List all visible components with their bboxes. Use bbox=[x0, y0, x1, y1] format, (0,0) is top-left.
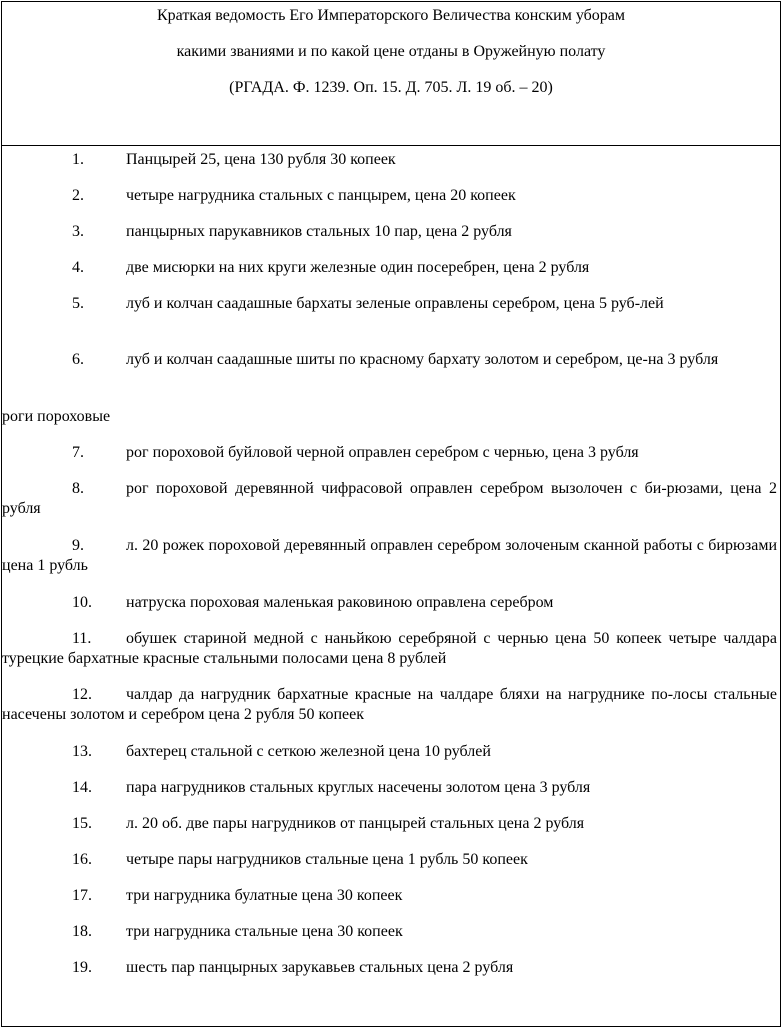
item-number: 15. bbox=[72, 815, 92, 832]
item-text: л. 20 об. две пары нагрудников от панцырей стальных цена 2 рубля bbox=[126, 815, 585, 832]
item-text: обушек стариной медной с наньйкою серебряной с чернью цена 50 копеек четыре чалдара турецкие бархатные красные стальными полосами цена 8 рублей bbox=[2, 630, 777, 667]
item-number: 16. bbox=[72, 851, 92, 868]
list-item bbox=[2, 479, 777, 519]
list-item bbox=[2, 350, 777, 370]
item-text: Панцырей 25, цена 130 рубля 30 копеек bbox=[126, 151, 396, 168]
section-heading-powder-horns bbox=[2, 407, 777, 427]
list-item bbox=[2, 850, 777, 870]
list-item bbox=[2, 778, 777, 798]
list-item bbox=[2, 593, 777, 613]
item-text: луб и колчан саадашные бархаты зеленые оправлены серебром, цена 5 руб-лей bbox=[126, 295, 664, 312]
item-text: панцырных парукавников стальных 10 пар, цена 2 рубля bbox=[126, 223, 512, 240]
header-archive-reference: (РГАДА. Ф. 1239. Оп. 15. Д. 705. Л. 19 об. – 20) bbox=[229, 79, 553, 96]
list-item bbox=[2, 629, 777, 669]
item-text: рог пороховой деревянной чифрасовой оправлен серебром вызолочен с би-рюзами, цена 2 рубля bbox=[2, 480, 777, 517]
item-number: 2. bbox=[72, 187, 84, 204]
item-number: 5. bbox=[72, 295, 84, 312]
section-heading-text: роги пороховые bbox=[2, 408, 111, 425]
header-title-line-2: какими званиями и по какой цене отданы в Оружейную полату bbox=[176, 43, 606, 60]
item-number: 11. bbox=[72, 630, 92, 647]
item-text: две мисюрки на них круги железные один посеребрен, цена 2 рубля bbox=[126, 259, 590, 276]
item-number: 1. bbox=[72, 151, 84, 168]
list-item bbox=[2, 150, 777, 170]
list-item bbox=[2, 294, 777, 314]
item-number: 13. bbox=[72, 743, 92, 760]
item-text: л. 20 рожек пороховой деревянный оправлен серебром золоченым сканной работы с бирюзами цена 1 рубль bbox=[2, 537, 777, 574]
item-number: 10. bbox=[72, 594, 92, 611]
item-number: 7. bbox=[72, 444, 84, 461]
item-number: 19. bbox=[72, 959, 92, 976]
list-item bbox=[2, 443, 777, 463]
item-number: 8. bbox=[72, 480, 84, 497]
list-item bbox=[2, 886, 777, 906]
list-item bbox=[2, 814, 777, 834]
item-number: 6. bbox=[72, 351, 84, 368]
item-text: три нагрудника стальные цена 30 копеек bbox=[126, 923, 403, 940]
document-header bbox=[2, 2, 780, 146]
item-text: чалдар да нагрудник бархатные красные на чалдаре бляхи на нагруднике по-лосы стальные насечены золотом и серебром цена 2 рубля 50 копеек bbox=[2, 686, 777, 723]
item-number: 9. bbox=[72, 537, 84, 554]
list-item bbox=[2, 685, 777, 725]
item-number: 14. bbox=[72, 779, 92, 796]
item-text: луб и колчан саадашные шиты по красному бархату золотом и серебром, це-на 3 рубля bbox=[126, 351, 719, 368]
item-number: 4. bbox=[72, 259, 84, 276]
item-text: натруска пороховая маленькая раковиною оправлена серебром bbox=[126, 594, 554, 611]
list-item bbox=[2, 922, 777, 942]
list-item bbox=[2, 536, 777, 576]
item-number: 3. bbox=[72, 223, 84, 240]
item-text: четыре нагрудника стальных с панцырем, цена 20 копеек bbox=[126, 187, 516, 204]
document-page bbox=[1, 1, 781, 1027]
item-text: три нагрудника булатные цена 30 копеек bbox=[126, 887, 403, 904]
list-item bbox=[2, 958, 777, 978]
item-text: пара нагрудников стальных круглых насечены золотом цена 3 рубля bbox=[126, 779, 591, 796]
list-item bbox=[2, 186, 777, 206]
item-text: четыре пары нагрудников стальные цена 1 рубль 50 копеек bbox=[126, 851, 528, 868]
item-text: бахтерец стальной с сеткою железной цена 10 рублей bbox=[126, 743, 491, 760]
header-title-line-1: Краткая ведомость Его Императорского Величества конским уборам bbox=[156, 7, 626, 24]
item-text: рог пороховой буйловой черной оправлен серебром с чернью, цена 3 рубля bbox=[126, 444, 639, 461]
item-number: 12. bbox=[72, 686, 92, 703]
item-number: 17. bbox=[72, 887, 92, 904]
item-number: 18. bbox=[72, 923, 92, 940]
list-item bbox=[2, 742, 777, 762]
item-text: шесть пар панцырных зарукавьев стальных цена 2 рубля bbox=[126, 959, 514, 976]
list-item bbox=[2, 258, 777, 278]
list-item bbox=[2, 222, 777, 242]
